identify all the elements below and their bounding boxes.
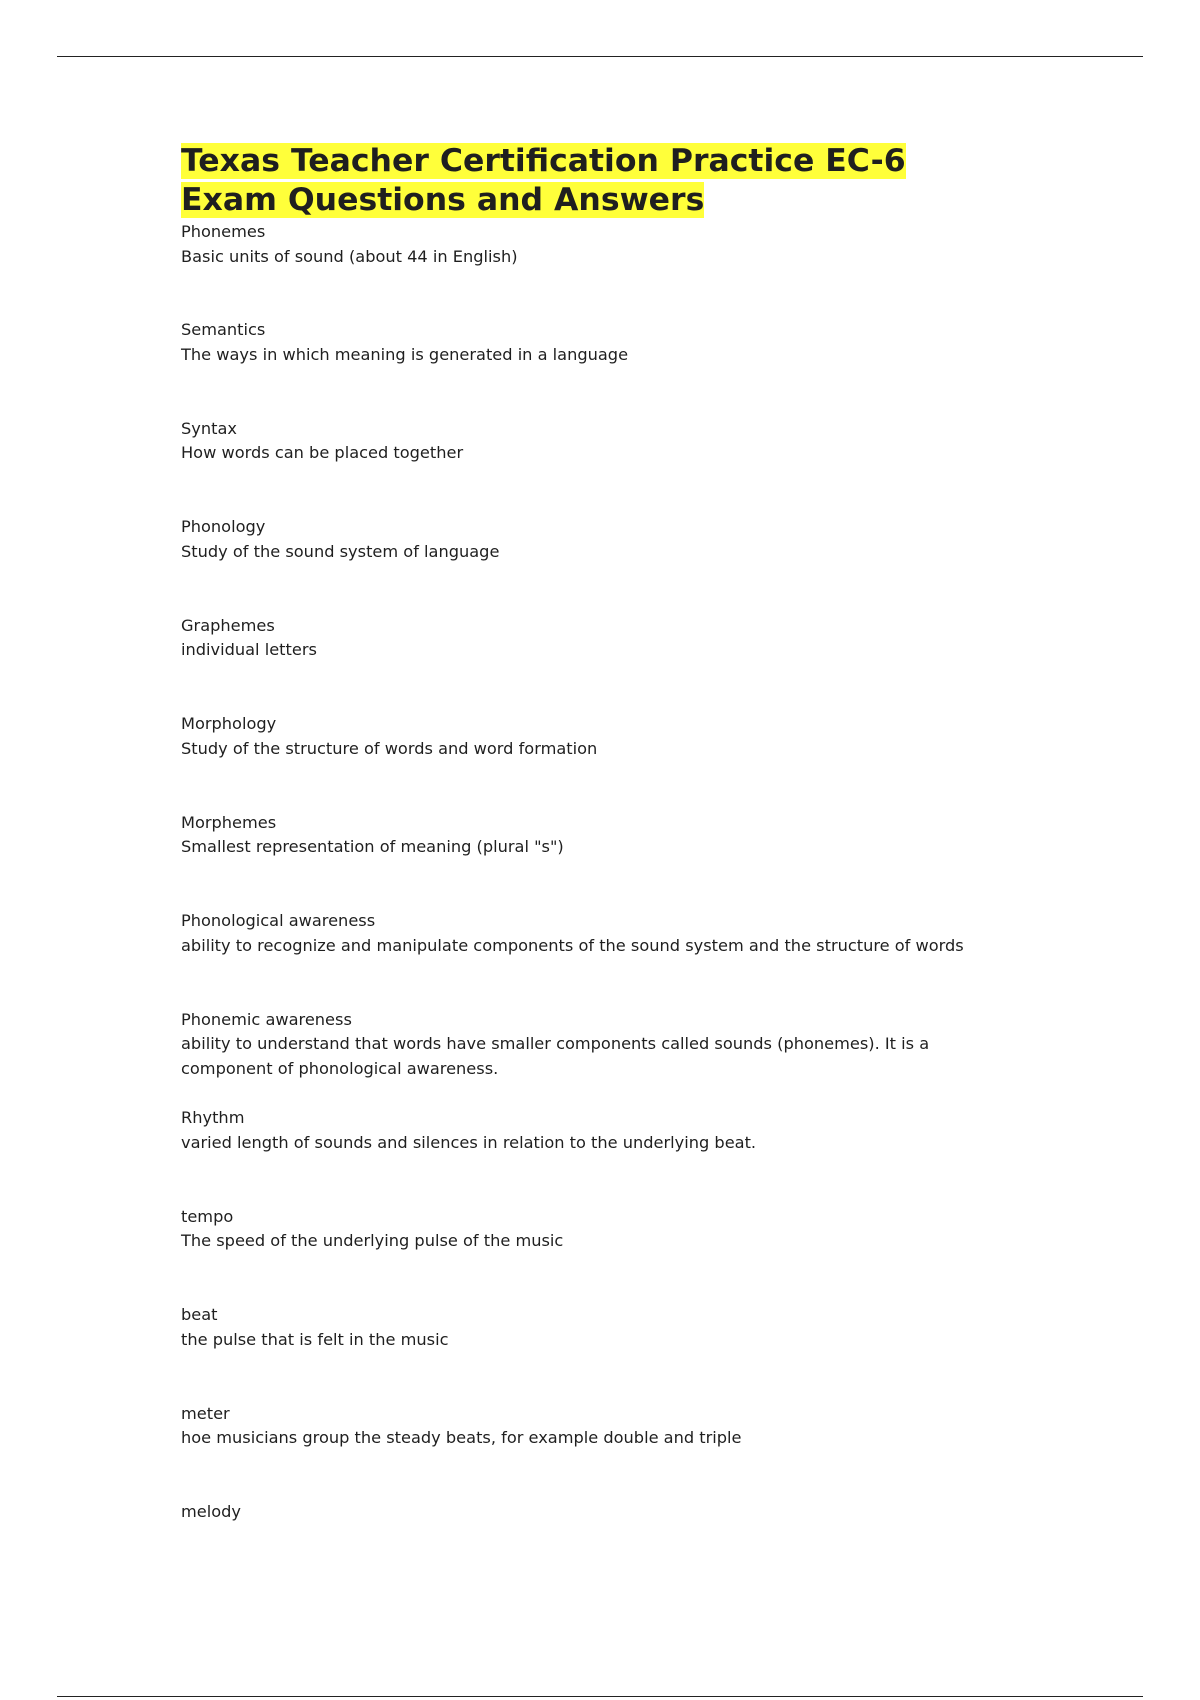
qa-definition: ability to recognize and manipulate components of the sound system and the structure of words: [181, 935, 964, 955]
qa-definition: individual letters: [181, 640, 317, 659]
qa-definition: The speed of the underlying pulse of the music: [181, 1231, 564, 1250]
qa-definition: The ways in which meaning is generated in a language: [181, 344, 629, 364]
document-title-text: Texas Teacher Certification Practice EC-6 Exam Questions and Answers: [181, 143, 906, 218]
qa-definition: ability to understand that words have smaller components called sounds (phonemes). It is a component of phonological awareness.: [181, 1034, 930, 1078]
qa-item: [181, 417, 1081, 516]
qa-term: Syntax: [181, 418, 237, 438]
qa-term: meter: [181, 1403, 230, 1423]
qa-term: Phonemic awareness: [181, 1009, 352, 1029]
qa-definition: varied length of sounds and silences in relation to the underlying beat.: [181, 1132, 757, 1152]
qa-list: [181, 220, 1081, 1599]
qa-item: [181, 712, 1081, 811]
header-rule: [57, 56, 1143, 57]
qa-term: Phonology: [181, 517, 266, 536]
qa-item: [181, 1500, 1081, 1599]
qa-item: [181, 811, 1081, 910]
qa-term: Morphology: [181, 714, 277, 733]
qa-term: melody: [181, 1502, 241, 1521]
qa-term: beat: [181, 1305, 218, 1324]
document-title: [181, 142, 941, 220]
qa-item: [181, 1402, 1081, 1501]
qa-term: Morphemes: [181, 812, 277, 832]
qa-term: Graphemes: [181, 615, 275, 635]
qa-term: tempo: [181, 1206, 234, 1226]
qa-term: Semantics: [181, 320, 266, 339]
qa-item: [181, 318, 1081, 417]
qa-definition: the pulse that is felt in the music: [181, 1329, 449, 1349]
qa-definition: Study of the structure of words and word formation: [181, 738, 598, 758]
qa-item: [181, 515, 1081, 614]
qa-item: [181, 1008, 1081, 1107]
qa-definition: Smallest representation of meaning (plural "s"): [181, 837, 564, 856]
qa-item: [181, 909, 1081, 1008]
document-page: [181, 142, 1081, 1599]
qa-definition: hoe musicians group the steady beats, for example double and triple: [181, 1428, 742, 1447]
qa-definition: How words can be placed together: [181, 443, 464, 462]
qa-item: [181, 614, 1081, 713]
qa-item: [181, 220, 1081, 318]
qa-definition: Basic units of sound (about 44 in English): [181, 246, 518, 266]
qa-item: [181, 1303, 1081, 1402]
qa-item: [181, 1205, 1081, 1304]
qa-term: Rhythm: [181, 1108, 245, 1127]
qa-item: [181, 1106, 1081, 1205]
qa-term: Phonemes: [181, 222, 266, 241]
footer-rule: [57, 1696, 1143, 1697]
qa-definition: Study of the sound system of language: [181, 541, 500, 561]
qa-term: Phonological awareness: [181, 911, 376, 930]
